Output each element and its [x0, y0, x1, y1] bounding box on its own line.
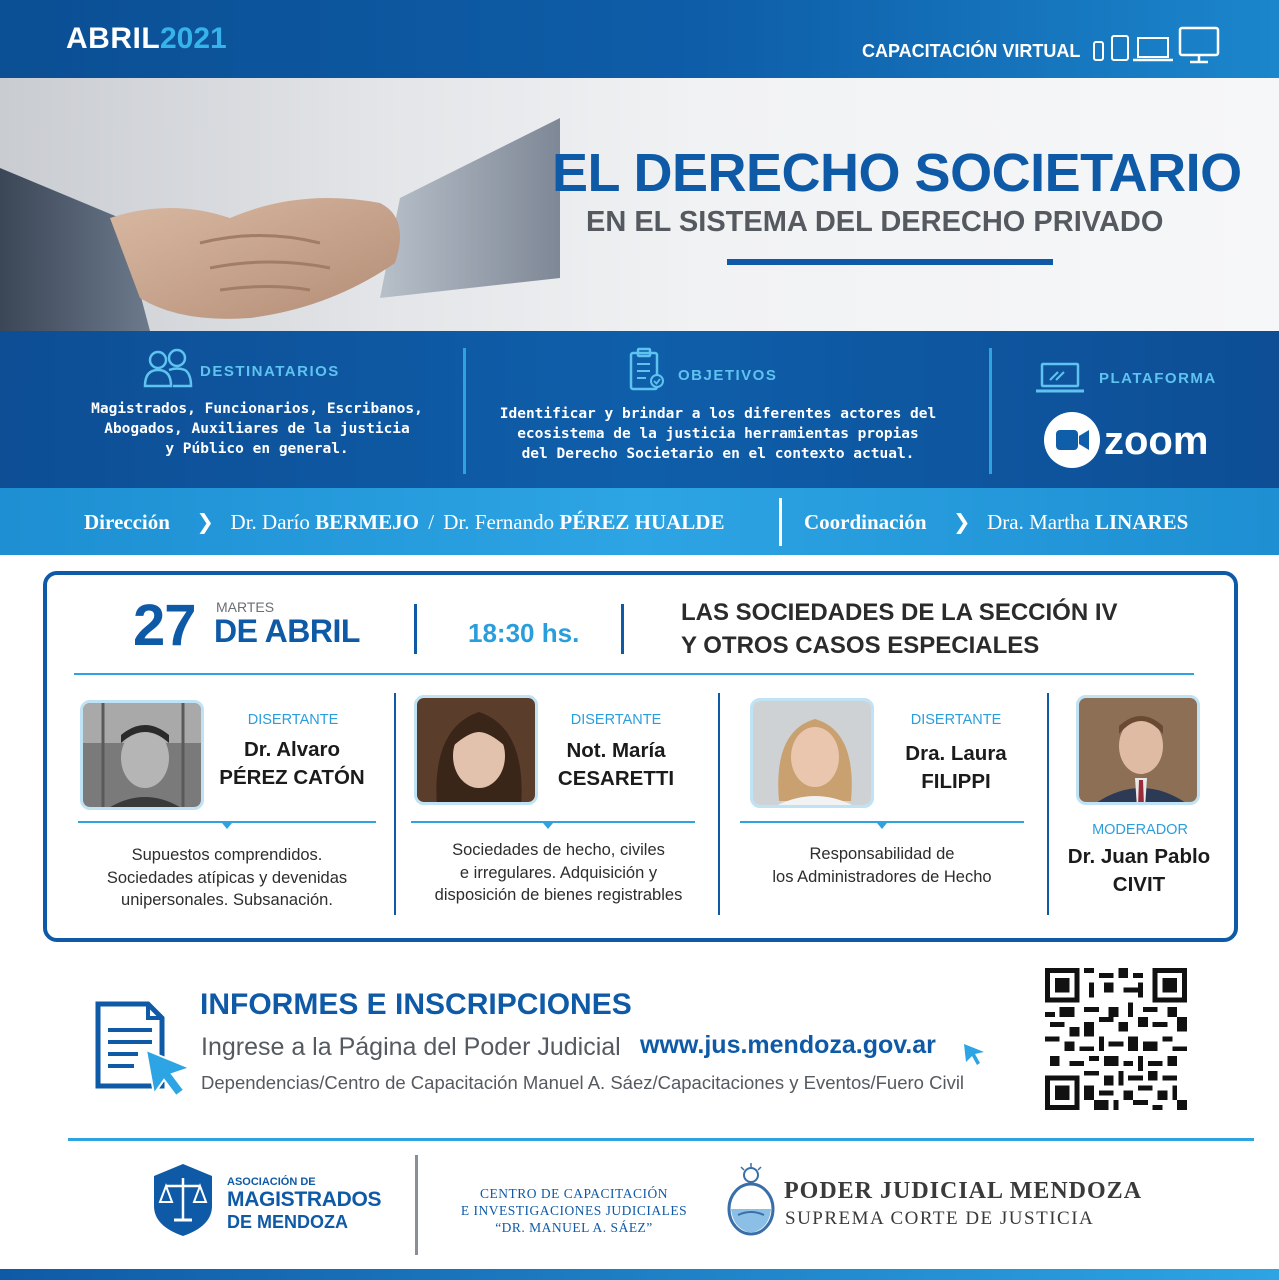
card-divider	[74, 673, 1194, 675]
speaker-description: Responsabilidad de los Administradores de Hecho	[772, 845, 992, 886]
moderator-name: Dr. Juan Pablo CIVIT	[1067, 845, 1211, 896]
event-weekday: MARTES	[216, 599, 275, 615]
informes-title: INFORMES E INSCRIPCIONES	[200, 988, 632, 1021]
phone-icon	[1094, 42, 1103, 60]
speaker-role: DISERTANTE	[570, 712, 662, 728]
column-divider	[1047, 693, 1049, 915]
desktop-icon	[1180, 28, 1218, 62]
speaker-photo	[750, 698, 874, 808]
moderator-photo	[1076, 695, 1200, 805]
cursor-icon	[962, 1042, 986, 1066]
speaker-description: Supuestos comprendidos. Sociedades atípicas y devenidas unipersonales. Subsanación.	[106, 846, 348, 909]
poder-judicial-title: PODER JUDICIAL MENDOZA	[784, 1178, 1143, 1204]
column-divider	[718, 693, 720, 915]
scales-logo-icon	[152, 1162, 214, 1238]
objectives-text: Identificar y brindar a los diferentes actores del ecosistema de la justicia herramientas propias del Derecho Societario en el contexto actual.	[499, 406, 937, 462]
platform-heading: PLATAFORMA	[1099, 370, 1217, 387]
coordination-line: Coordinación ❯ Dra. Martha LINARES	[804, 510, 1189, 534]
header-month: ABRIL	[66, 22, 161, 55]
assoc-location: DE MENDOZA	[227, 1212, 348, 1232]
people-icon	[143, 348, 193, 388]
info-divider	[989, 348, 992, 474]
column-divider	[394, 693, 396, 915]
event-topic: LAS SOCIEDADES DE LA SECCIÓN IV Y OTROS CASOS ESPECIALES	[681, 599, 1118, 659]
clipboard-icon	[628, 347, 666, 393]
event-time: 18:30 hs.	[468, 618, 580, 648]
navigation-path: Dependencias/Centro de Capacitación Manuel A. Sáez/Capacitaciones y Eventos/Fuero Civil	[201, 1072, 965, 1093]
zoom-logo	[1042, 410, 1222, 470]
speaker-name: Not. María CESARETTI	[557, 739, 675, 790]
poder-judicial-subtitle: SUPREMA CORTE DE JUSTICIA	[785, 1208, 1095, 1229]
notch-icon	[222, 823, 232, 829]
informes-instruction: Ingrese a la Página del Poder Judicial	[201, 1033, 621, 1061]
svg-text:zoom: zoom	[1104, 419, 1209, 463]
assoc-small-text: ASOCIACIÓN DE	[227, 1176, 316, 1188]
direction-line: Dirección ❯ Dr. Darío BERMEJO / Dr. Fernando PÉREZ HUALDE	[84, 510, 725, 534]
devices-icon	[1092, 26, 1222, 66]
footer-divider	[68, 1138, 1254, 1141]
notch-icon	[543, 823, 553, 829]
laptop-icon	[1036, 362, 1084, 394]
event-day: 27	[133, 593, 196, 658]
event-subtitle: EN EL SISTEMA DEL DERECHO PRIVADO	[586, 206, 1164, 238]
speaker-name: Dra. Laura FILIPPI	[905, 742, 1007, 793]
notch-icon	[877, 823, 887, 829]
mendoza-seal-icon	[724, 1163, 778, 1237]
speaker-photo	[80, 700, 204, 810]
speaker-divider	[411, 821, 695, 823]
moderator-role: MODERADOR	[1092, 822, 1188, 838]
speaker-photo	[414, 695, 538, 805]
date-divider	[414, 604, 417, 654]
centro-name: CENTRO DE CAPACITACIÓN E INVESTIGACIONES JUDICIALES “DR. MANUEL A. SÁEZ”	[460, 1186, 688, 1235]
document-click-icon	[94, 998, 194, 1098]
tablet-icon	[1112, 36, 1128, 60]
info-divider	[463, 348, 466, 474]
bottom-bar	[0, 1269, 1279, 1280]
hero-banner	[0, 78, 1279, 331]
handshake-image	[0, 78, 560, 331]
objectives-heading: OBJETIVOS	[678, 367, 778, 384]
header-year: 2021	[160, 22, 227, 55]
speaker-description: Sociedades de hecho, civiles e irregulares. Adquisición y disposición de bienes registrables	[434, 841, 683, 904]
event-title: EL DERECHO SOCIETARIO	[552, 143, 1242, 203]
audience-text: Magistrados, Funcionarios, Escribanos, Abogados, Auxiliares de la justicia y Público en general.	[91, 401, 423, 457]
chevron-right-icon: ❯	[196, 510, 215, 534]
audience-heading: DESTINATARIOS	[200, 363, 340, 380]
direction-divider	[779, 498, 782, 546]
footer-separator	[415, 1155, 418, 1255]
chevron-right-icon: ❯	[953, 510, 971, 534]
qr-code[interactable]	[1045, 968, 1187, 1110]
website-link[interactable]: www.jus.mendoza.gov.ar	[640, 1031, 936, 1059]
event-month: DE ABRIL	[214, 613, 360, 649]
speaker-role: DISERTANTE	[910, 712, 1002, 728]
title-divider	[727, 259, 1053, 265]
speaker-name: Dr. Alvaro PÉREZ CATÓN	[219, 738, 365, 789]
assoc-name: MAGISTRADOS	[227, 1188, 382, 1211]
time-divider	[621, 604, 624, 654]
speaker-role: DISERTANTE	[247, 712, 339, 728]
modality-label: CAPACITACIÓN VIRTUAL	[862, 41, 1081, 61]
laptop-icon	[1133, 38, 1173, 60]
